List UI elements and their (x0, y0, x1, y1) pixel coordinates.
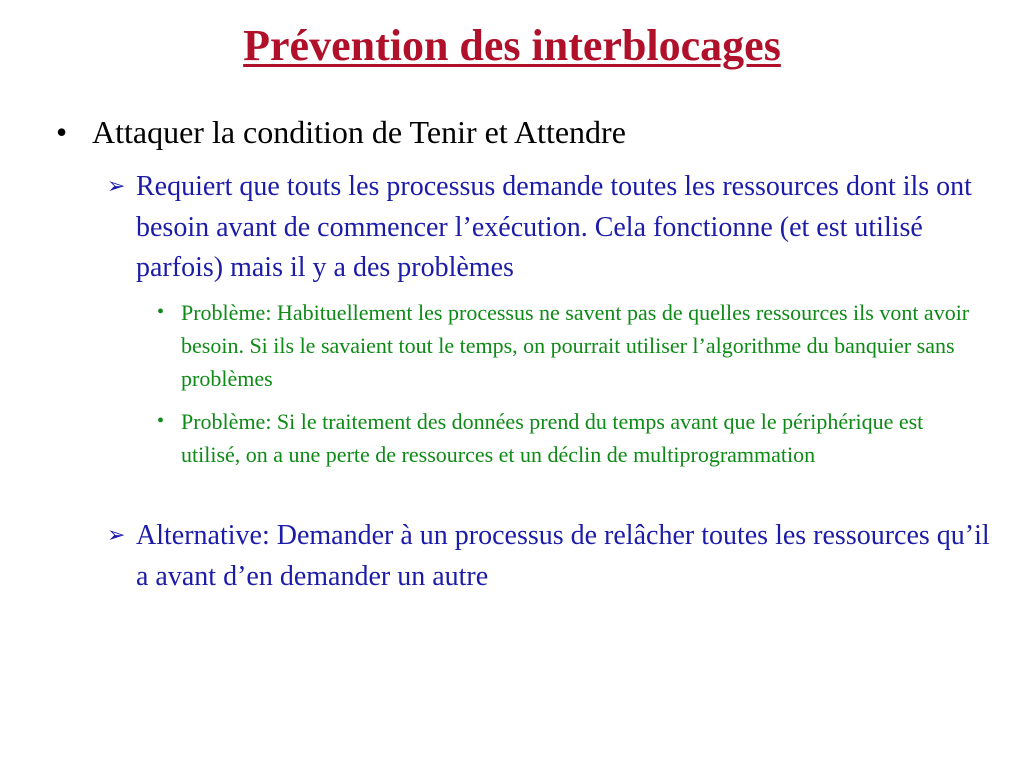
bullet-dot-icon: • (157, 410, 165, 432)
slide-title: Prévention des interblocages (243, 21, 781, 70)
arrow-bullet-icon: ➢ (107, 174, 126, 199)
sub-bullet-text: Requiert que touts les processus demande toutes les ressources dont ils ont besoin avant de commencer l’exécution. Cela fonctionne (et est utilisé parfois) mais il y a des problèmes (136, 171, 972, 283)
bullet-dot-icon: • (157, 301, 165, 323)
sub-sub-bullet-text: Problème: Si le traitement des données prend du temps avant que le périphérique est utilisé, on a une perte de ressources et un déclin de multiprogrammation (181, 409, 924, 467)
sub-sub-bullet-text: Problème: Habituellement les processus ne savent pas de quelles ressources ils vont avoir besoin. Si ils le savaient tout le temps, on pourrait utiliser l’algorithme du banquier sans problèmes (181, 300, 970, 391)
arrow-bullet-icon: ➢ (107, 523, 126, 548)
bullet-dot-icon: • (56, 114, 68, 150)
sub-bullet-text: Alternative: Demander à un processus de relâcher toutes les ressources qu’il a avant d’en demander un autre (136, 520, 990, 592)
bullet-text: Attaquer la condition de Tenir et Attendre (92, 114, 626, 150)
